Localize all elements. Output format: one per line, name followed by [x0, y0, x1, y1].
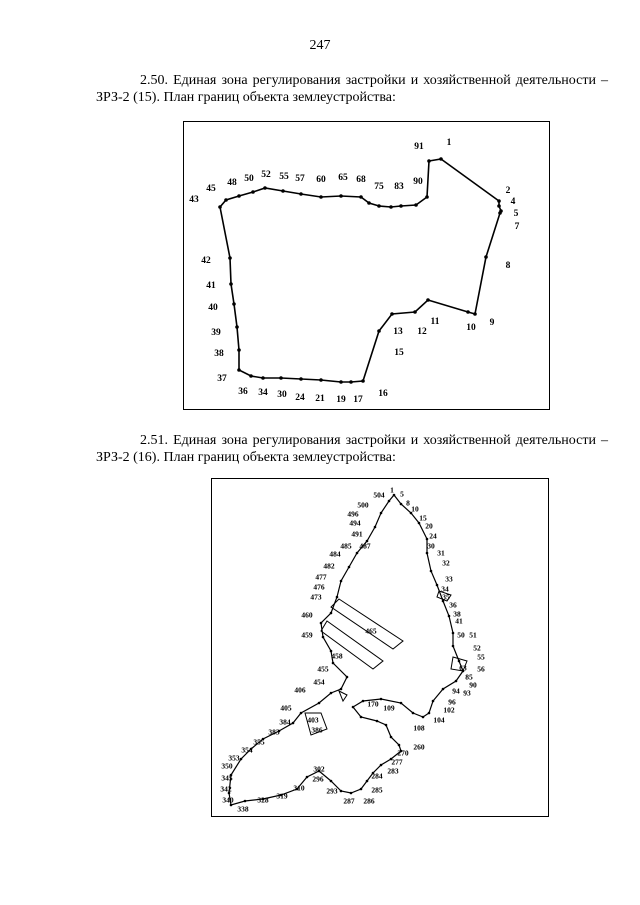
point-label: 109: [383, 703, 395, 713]
point-label: 2: [505, 186, 511, 196]
vertex-point: [340, 580, 343, 583]
point-label: 484: [329, 549, 341, 559]
excluded-area-line: [339, 691, 347, 701]
vertex-point: [340, 790, 343, 793]
point-label: 20: [425, 521, 433, 531]
point-label: 476: [313, 582, 325, 592]
point-label: 4: [510, 197, 516, 207]
vertex-point: [377, 204, 381, 208]
point-label: 52: [473, 643, 481, 653]
vertex-point: [229, 282, 233, 286]
point-label: 40: [208, 303, 218, 313]
vertex-point: [359, 195, 363, 199]
vertex-point: [497, 199, 501, 203]
point-label: 459: [301, 630, 313, 640]
point-label: 260: [413, 742, 425, 752]
vertex-point: [340, 688, 343, 691]
point-label: 15: [419, 513, 427, 523]
point-label: 338: [237, 804, 249, 814]
point-label: 296: [312, 774, 324, 784]
vertex-point: [300, 712, 303, 715]
plan-drawing-15: [184, 122, 549, 409]
section-text: Единая зона регулирования застройки и хозяйственной деятельности – ЗРЗ-2 (15). План границ объекта землеустройства:: [96, 73, 608, 105]
vertex-point: [319, 195, 323, 199]
point-label: 30: [427, 541, 435, 551]
point-label: 38: [214, 349, 224, 359]
vertex-point: [422, 716, 425, 719]
point-label: 293: [326, 786, 338, 796]
point-label: 68: [356, 175, 366, 185]
vertex-point: [336, 596, 339, 599]
point-label: 24: [295, 393, 305, 403]
point-label: 21: [315, 394, 325, 404]
vertex-point: [261, 376, 265, 380]
vertex-point: [442, 688, 445, 691]
vertex-point: [292, 722, 295, 725]
point-label: 85: [465, 672, 473, 682]
vertex-point: [249, 374, 253, 378]
point-label: 30: [277, 390, 287, 400]
point-label: 12: [417, 327, 427, 337]
point-label: 93: [463, 688, 471, 698]
vertex-point: [299, 192, 303, 196]
vertex-point: [360, 788, 363, 791]
point-label: 45: [206, 184, 216, 194]
vertex-point: [322, 636, 325, 639]
point-label: 13: [393, 327, 403, 337]
vertex-point: [332, 662, 335, 665]
point-label: 102: [443, 705, 455, 715]
point-label: 34: [258, 388, 268, 398]
point-label: 37: [217, 374, 227, 384]
point-label: 75: [374, 182, 384, 192]
vertex-point: [244, 800, 247, 803]
vertex-point: [458, 660, 461, 663]
point-label: 31: [437, 548, 445, 558]
vertex-point: [439, 157, 443, 161]
point-label: 9: [489, 318, 495, 328]
point-label: 286: [363, 796, 375, 806]
point-label: 491: [351, 529, 363, 539]
point-label: 94: [452, 686, 460, 696]
vertex-point: [426, 552, 429, 555]
point-label: 405: [280, 703, 292, 713]
point-label: 287: [343, 796, 355, 806]
vertex-point: [281, 189, 285, 193]
section-number: 2.50.: [140, 73, 168, 88]
point-label: 353: [228, 753, 240, 763]
vertex-point: [390, 312, 394, 316]
vertex-point: [484, 255, 488, 259]
point-label: 24: [429, 531, 437, 541]
point-label: 319: [276, 791, 288, 801]
vertex-point: [399, 204, 403, 208]
point-label: 283: [387, 766, 399, 776]
point-label: 56: [477, 664, 485, 674]
vertex-point: [346, 676, 349, 679]
point-label: 10: [411, 504, 419, 514]
vertex-point: [330, 612, 333, 615]
point-label: 36: [449, 600, 457, 610]
vertex-point: [218, 205, 222, 209]
vertex-point: [235, 325, 239, 329]
point-label: 15: [394, 348, 404, 358]
vertex-point: [425, 195, 429, 199]
vertex-point: [251, 190, 255, 194]
point-label: 8: [406, 498, 410, 508]
point-label: 458: [331, 651, 343, 661]
point-label: 7: [514, 222, 520, 232]
page-number: 247: [309, 38, 331, 53]
section-2-51: [96, 432, 608, 466]
vertex-point: [330, 780, 333, 783]
vertex-point: [240, 758, 243, 761]
point-label: 477: [315, 572, 327, 582]
vertex-point: [263, 186, 267, 190]
point-label: 91: [414, 142, 424, 152]
point-label: 19: [336, 395, 346, 405]
zone-boundary-line: [220, 159, 501, 382]
vertex-point: [400, 702, 403, 705]
vertex-point: [427, 159, 431, 163]
vertex-point: [380, 764, 383, 767]
point-label: 310: [293, 783, 305, 793]
point-label: 494: [349, 518, 361, 528]
point-label: 355: [253, 737, 265, 747]
vertex-point: [360, 716, 363, 719]
point-label: 5: [513, 209, 519, 219]
vertex-point: [398, 744, 401, 747]
point-label: 50: [244, 174, 254, 184]
vertex-point: [318, 702, 321, 705]
point-label: 60: [316, 175, 326, 185]
point-label: 1: [390, 485, 394, 495]
point-label: 460: [301, 610, 313, 620]
boundary-plan-zrz2-16: [211, 478, 549, 817]
point-label: 43: [189, 195, 199, 205]
point-label: 386: [311, 725, 323, 735]
point-label: 55: [279, 172, 289, 182]
vertex-point: [498, 211, 502, 215]
vertex-point: [389, 205, 393, 209]
vertex-point: [426, 538, 429, 541]
vertex-point: [224, 198, 228, 202]
point-label: 16: [378, 389, 388, 399]
section-text: Единая зона регулирования застройки и хозяйственной деятельности – ЗРЗ-2 (16). План границ объекта землеустройства:: [96, 433, 608, 465]
point-label: 90: [469, 680, 477, 690]
point-label: 41: [206, 281, 216, 291]
vertex-point: [448, 615, 451, 618]
vertex-point: [306, 776, 309, 779]
vertex-point: [352, 706, 355, 709]
point-label: 11: [430, 317, 440, 327]
point-label: 285: [371, 785, 383, 795]
vertex-point: [350, 792, 353, 795]
point-label: 104: [433, 715, 445, 725]
point-label: 284: [371, 771, 383, 781]
point-label: 90: [413, 177, 423, 187]
point-label: 384: [279, 717, 291, 727]
point-label: 170: [367, 699, 379, 709]
vertex-point: [366, 780, 369, 783]
vertex-point: [299, 377, 303, 381]
point-label: 302: [313, 764, 325, 774]
point-label: 36: [238, 387, 248, 397]
vertex-point: [452, 632, 455, 635]
point-label: 8: [505, 261, 511, 271]
vertex-point: [385, 724, 388, 727]
point-label: 41: [455, 616, 463, 626]
vertex-point: [428, 712, 431, 715]
point-label: 83: [394, 182, 404, 192]
point-label: 1: [446, 138, 452, 148]
point-label: 403: [307, 715, 319, 725]
vertex-point: [426, 298, 430, 302]
vertex-point: [320, 622, 323, 625]
point-label: 38: [453, 609, 461, 619]
vertex-point: [361, 379, 365, 383]
point-label: 52: [261, 170, 271, 180]
vertex-point: [339, 380, 343, 384]
excluded-area-line: [331, 599, 403, 649]
point-label: 42: [201, 256, 211, 266]
point-label: 473: [310, 592, 322, 602]
point-label: 63: [459, 663, 467, 673]
vertex-point: [374, 526, 377, 529]
vertex-point: [432, 700, 435, 703]
point-label: 35: [442, 592, 450, 602]
point-label: 496: [347, 509, 359, 519]
vertex-point: [413, 310, 417, 314]
vertex-point: [388, 500, 391, 503]
vertex-point: [380, 698, 383, 701]
point-label: 500: [357, 500, 369, 510]
point-label: 5: [400, 489, 404, 499]
point-label: 10: [466, 323, 476, 333]
vertex-point: [452, 645, 455, 648]
boundary-plan-zrz2-15: [183, 121, 550, 410]
point-label: 55: [477, 652, 485, 662]
point-label: 482: [323, 561, 335, 571]
point-label: 328: [257, 795, 269, 805]
point-label: 504: [373, 490, 385, 500]
point-label: 51: [469, 630, 477, 640]
point-label: 277: [391, 757, 403, 767]
point-label: 342: [220, 784, 232, 794]
vertex-point: [232, 302, 236, 306]
point-label: 33: [445, 574, 453, 584]
point-label: 96: [448, 697, 456, 707]
vertex-point: [412, 712, 415, 715]
point-label: 454: [313, 677, 325, 687]
point-label: 39: [211, 328, 221, 338]
vertex-point: [356, 552, 359, 555]
vertex-point: [348, 566, 351, 569]
point-label: 340: [222, 795, 234, 805]
vertex-point: [400, 503, 403, 506]
vertex-point: [497, 204, 501, 208]
point-label: 65: [338, 173, 348, 183]
vertex-point: [414, 203, 418, 207]
point-label: 485: [340, 541, 352, 551]
vertex-point: [455, 680, 458, 683]
section-number: 2.51.: [140, 433, 168, 448]
vertex-point: [237, 368, 241, 372]
vertex-point: [377, 329, 381, 333]
vertex-point: [376, 720, 379, 723]
vertex-point: [473, 312, 477, 316]
point-label: 50: [457, 630, 465, 640]
vertex-point: [228, 256, 232, 260]
point-label: 17: [353, 395, 363, 405]
section-2-50: [96, 72, 608, 106]
vertex-point: [367, 201, 371, 205]
vertex-point: [349, 380, 353, 384]
vertex-point: [362, 700, 365, 703]
vertex-point: [279, 376, 283, 380]
point-label: 32: [442, 558, 450, 568]
point-label: 48: [227, 178, 237, 188]
vertex-point: [237, 348, 241, 352]
point-label: 350: [221, 761, 233, 771]
vertex-point: [380, 512, 383, 515]
point-label: 455: [317, 664, 329, 674]
point-label: 406: [294, 685, 306, 695]
vertex-point: [319, 378, 323, 382]
point-label: 354: [241, 745, 253, 755]
vertex-point: [430, 570, 433, 573]
point-label: 57: [295, 174, 305, 184]
vertex-point: [466, 310, 470, 314]
vertex-point: [237, 194, 241, 198]
point-label: 270: [397, 748, 409, 758]
point-label: 34: [441, 584, 449, 594]
point-label: 487: [359, 541, 371, 551]
point-label: 465: [365, 626, 377, 636]
vertex-point: [339, 194, 343, 198]
vertex-point: [436, 584, 439, 587]
vertex-point: [330, 692, 333, 695]
plan-drawing-16: [212, 479, 548, 816]
point-label: 345: [221, 773, 233, 783]
point-label: 108: [413, 723, 425, 733]
vertex-point: [390, 736, 393, 739]
point-label: 383: [268, 727, 280, 737]
